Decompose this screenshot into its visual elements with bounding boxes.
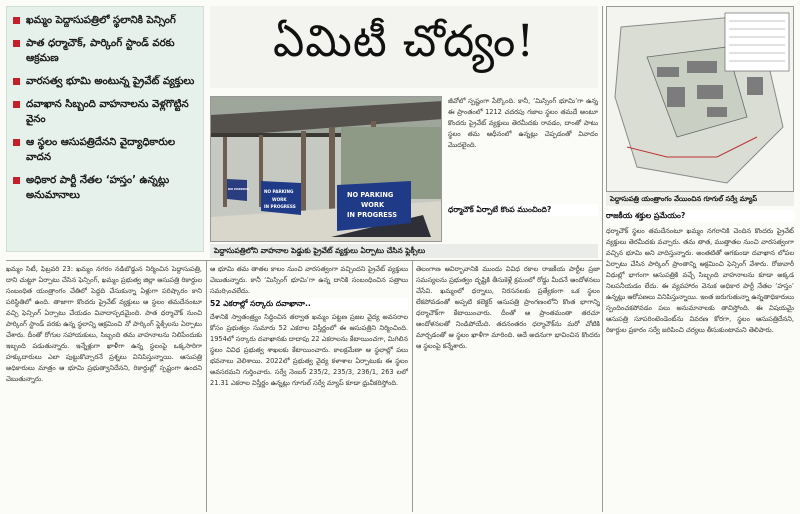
highlight-item: ఖమ్మం పెద్దాసుపత్రిలో స్థలానికి పెన్సింగ్‌ <box>13 13 197 28</box>
sign-text-no-parking: NO PARKING <box>347 191 394 199</box>
column-divider <box>206 260 207 512</box>
bullet-square-icon <box>13 17 20 24</box>
sign-text-work: WORK <box>361 201 385 209</box>
highlights-box <box>6 6 204 252</box>
highlight-item: వారసత్వ భూమి అంటున్న ప్రైవేట్‌ వ్యక్తులు <box>13 74 197 89</box>
article-column: ఖమ్మం సిటీ, ఫిబ్రవరి 23: ఖమ్మం నగరం నడిబొడ్డున నిర్మించిన పెద్దాసుపత్రి, దాని చుట్టూ ఏర్పాటు చేసిన ఫెన్సింగ్‌, ఖమ్మం ప్రభుత్వ జిల్లా ఆసుపత్రి రికార్డుల సంబంధిత యంత్రాంగం చేతిలో పెద్దది చేసుకున్నా ఏళ్లుగా పరిష్కారం కాని పరిస్థితిలో ఉంది. తాజాగా కొందరు ప్రైవేట్‌ వ్యక్తులు ఆ స్థలం తమదేనంటూ వచ్చి ఫెన్సింగ్‌ ఏర్పాటు చేయడం వివాదాస్పదమైంది. పాత ధర్మాచౌక్‌ నుంచి పార్కింగ్‌ స్టాండ్‌ వరకు ఉన్న స్థలాన్ని ఆక్రమించి నో పార్కింగ్‌ ఫ్లెక్సీలను ఏర్పాటు చేశారు. దీంతో రోగుల సహాయకులు, సిబ్బంది తమ వాహనాలను నిలిపేందుకు ఇబ్బంది పడుతున్నారు. ఇన్నేళ్లుగా ఖాళీగా ఉన్న స్థలంపై ఒక్కసారిగా హక్కుదారులు ఎలా పుట్టుకొచ్చారనే ప్రశ్నలు వినిపిస్తున్నాయి. ఆసుపత్రి అధికారులు మాత్రం ఆ భూమి ప్రభుత్వానిదేనని, రికార్డుల్లో స్పష్టంగా ఉందని చెబుతున్నారు. <box>6 265 202 383</box>
subheading-political: రాజకీయ శక్తుల ప్రమేయం? <box>606 210 794 222</box>
survey-map <box>606 6 794 192</box>
article-column: దేశానికి స్వాతంత్ర్యం సిద్ధించిన తర్వాత ఖమ్మం పట్టణ ప్రజల వైద్య అవసరాల కోసం ప్రభుత్వం సుమారు 52 ఎకరాల విస్తీర్ణంలో ఈ ఆసుపత్రిని నిర్మించింది. 1954లో సర్కారు దవాఖానకు దాదాపు 22 ఎకరాలను కేటాయించగా, మిగిలిన స్థలం వివిధ ప్రభుత్వ శాఖలకు కేటాయించారు. కాలక్రమేణా ఆ స్థలాల్లో పలు భవనాలు వెలిశాయి. 2022లో ప్రభుత్వ వైద్య కళాశాల ఏర్పాటుకు ఈ స్థలం అవసరమని గుర్తించారు. సర్వే నెంబర్‌ 235/2, 235/3, 236/1, 263 లలో 21.31 ఎకరాల విస్తీర్ణం ఉన్నట్లు గూగుల్‌ సర్వే మ్యాప్‌ కూడా ధ్రువీకరిస్తోంది. <box>210 313 408 387</box>
bullet-square-icon <box>13 101 20 108</box>
sign-text-progress: IN PROGRESS <box>347 211 397 219</box>
highlight-item: పాత ధర్మాచౌక్‌, పార్కింగ్‌ స్టాండ్‌ వరకు ఆక్రమణ <box>13 36 197 66</box>
bullet-square-icon <box>13 177 20 184</box>
bullet-square-icon <box>13 78 20 85</box>
highlight-item: అధికార పార్టీ నేతల ‘హస్తం’ ఉన్నట్లు అనుమానాలు <box>13 173 197 203</box>
map-caption: పెద్దాసుపత్రి యంత్రాంగం వేయించిన గూగుల్‌ సర్వే మ్యాప్‌ <box>606 192 794 206</box>
column-divider <box>602 6 603 512</box>
bullet-square-icon <box>13 139 20 146</box>
sign-text-no-parking: NO PARKING <box>228 187 250 191</box>
parking-shed-photo <box>211 97 442 242</box>
photo-caption: పెద్దాసుపత్రిలోని వాహనాల పెడ్డుకు ప్రైవేట్‌ వ్యక్తులు ఏర్పాటు చేసిన ఫ్లెక్సీలు <box>210 244 598 258</box>
subheading-hospital: 52 ఎకరాల్లో సర్కారు దవాఖానా.. <box>210 298 408 310</box>
headline-box <box>210 6 598 88</box>
article-column: జీవోలో స్పష్టంగా పేర్కొంది. కానీ, ‘మిస్సింగ్‌ భూమి’గా ఉన్న ఈ ప్రాంతంలో 1212 చదరపు గజాల స్థలం తమదే అంటూ కొందరు ప్రైవేట్‌ వ్యక్తులు తెరమీదకు రావడం, దాంతో పాటు స్థలం తమ ఆధీనంలో ఉన్నట్లు చెప్పడంతో వివాదం మొదలైంది. <box>448 97 598 149</box>
sign-text-progress: IN PROGRESS <box>264 204 296 209</box>
sign-text-work: WORK <box>272 197 287 202</box>
section-divider <box>6 260 602 261</box>
sign-text-no-parking: NO PARKING <box>264 189 294 194</box>
subheading-dharma-chowk: ధర్మాచౌక్‌ ఏర్పాటే కొంప ముంచింది? <box>448 204 598 216</box>
highlight-item: దవాఖాన సిబ్బంది వాహనాలను వెళ్లగొట్టిన వైనం <box>13 97 197 127</box>
article-column: ఆ భూమి తమ తాతల కాలం నుంచి వారసత్వంగా వచ్చిందని ప్రైవేట్‌ వ్యక్తులు చెబుతున్నారు. కానీ ‘మిస్సింగ్‌ భూమి’గా ఉన్న దానికి సంబంధించిన పత్రాలు సమర్పించలేదు. <box>210 265 408 294</box>
article-column: తెలంగాణ ఆవిర్భావానికి ముందు వివిధ రకాల రాజకీయ పార్టీల ప్రజా సమస్యలను ప్రభుత్వం దృష్టికి తీసుకెళ్లే క్రమంలో రోడ్డు మీదనే ఆందోళనలు చేసేవి. ఖమ్మంలో ధర్నాలు, నిరసనలకు ప్రత్యేకంగా ఒక స్థలం లేకపోవడంతో అప్పటి కలెక్టర్‌ ఆసుపత్రి ప్రాంగణంలోని కొంత భాగాన్ని ధర్మాచౌక్‌గా కేటాయించారు. దీంతో ఆ ప్రాంతమంతా తరచూ ఆందోళనలతో నిండిపోయేది. తదనంతరం ధర్మాచౌక్‌ను మరో చోటికి మార్చడంతో ఆ స్థలం ఖాళీగా మారింది. అదే అదనుగా భావించిన కొందరు ఆ స్థలంపై కన్నేశారు. <box>416 265 600 350</box>
highlight-item: ఆ స్థలం ఆసుపత్రిదేనని వైద్యాధికారుల వాదన <box>13 135 197 165</box>
news-photo <box>210 96 442 242</box>
column-divider <box>412 260 413 512</box>
headline: ఏమిటీ చోద్యం! <box>272 16 536 67</box>
google-survey-map <box>607 7 794 192</box>
article-column: ధర్మాచౌక్‌ స్థలం తమదేనంటూ ఖమ్మం నగరానికి చెందిన కొందరు ప్రైవేట్‌ వ్యక్తులు తెరమీదకు వచ్చారు. తమ తాత, ముత్తాతల నుంచి వారసత్వంగా వచ్చిన భూమి అని వాదిస్తున్నారు. అంతటితో ఆగకుండా దవాఖాన లోపల ఏర్పాటు చేసిన పార్కింగ్‌ ప్రాంతాన్ని ఆక్రమించి ఫెన్సింగ్‌ వేశారు. రోజువారీ విధుల్లో భాగంగా ఆసుపత్రికి వచ్చే సిబ్బంది వాహనాలను కూడా అక్కడ నిలపనీయడం లేదు. ఈ వ్యవహారం వెనుక అధికార పార్టీ నేతల ‘హస్తం’ ఉన్నట్లు ఆరోపణలు వినిపిస్తున్నాయి. ఇంత జరుగుతున్నా ఉన్నతాధికారులు స్పందించకపోవడం పలు అనుమానాలకు తావిస్తోంది. ఈ విషయమై ఆసుపత్రి సూపరింటెండెంట్‌ను వివరణ కోరగా, స్థలం ఆసుపత్రిదేనని, రికార్డుల ప్రకారం సర్వే జరిపించి చర్యలు తీసుకుంటామని తెలిపారు. <box>606 227 794 334</box>
bullet-square-icon <box>13 40 20 47</box>
